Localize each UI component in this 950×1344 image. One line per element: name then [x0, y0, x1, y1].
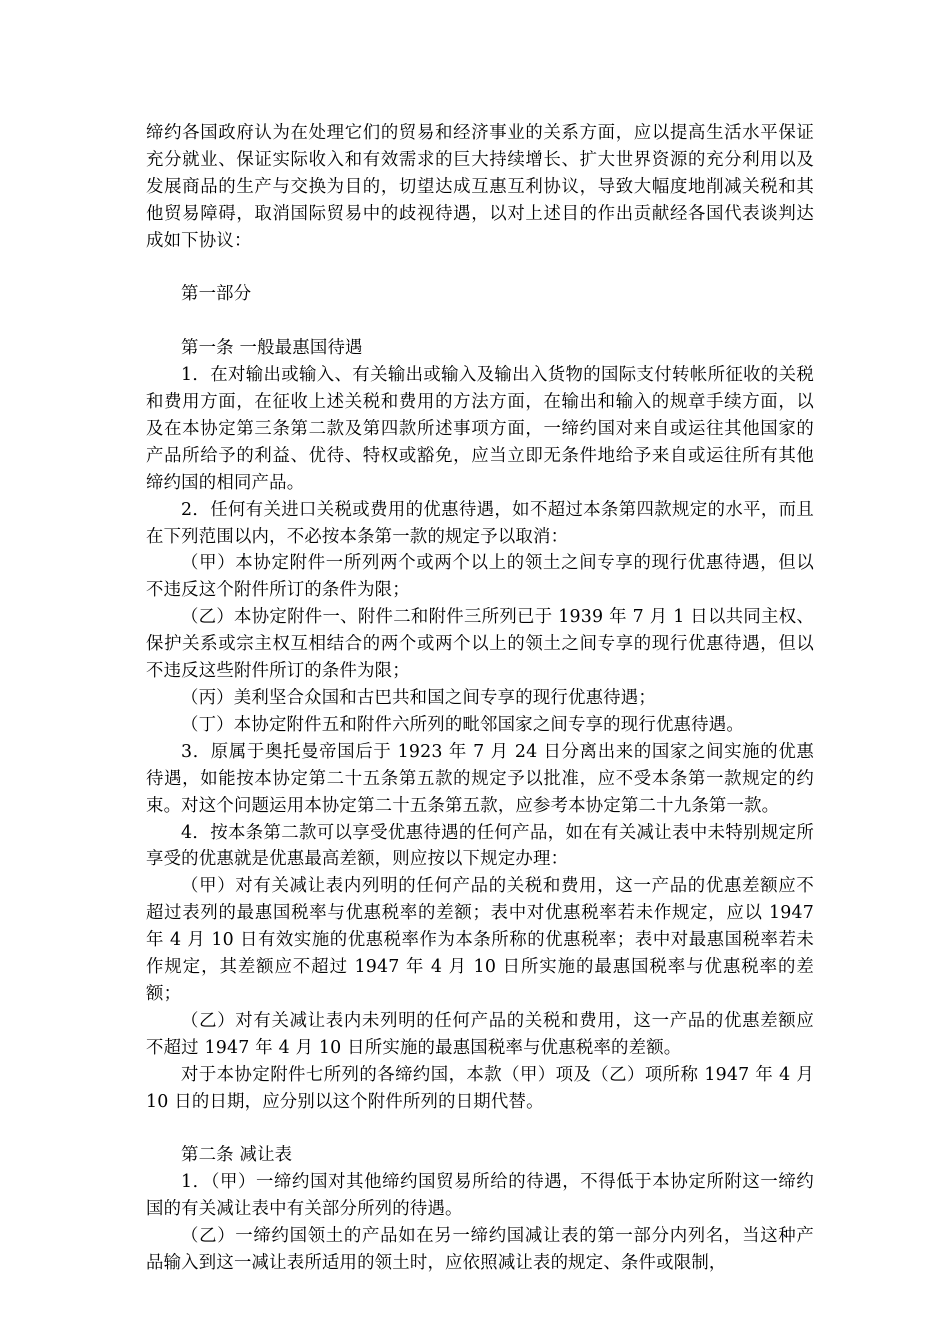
blank-line [146, 308, 814, 335]
article-1-item-jia: （甲）本协定附件一所列两个或两个以上的领土之间专享的现行优惠待遇，但以不违反这个附件所订的条件为限； [146, 553, 814, 601]
article-1-item-yi: （乙）本协定附件一、附件二和附件三所列已于 1939 年 7 月 1 日以共同主权、保护关系或宗主权互相结合的两个或两个以上的领土之间专享的现行优惠待遇，但以不违反这些附件所订的条件为限； [146, 607, 814, 682]
article-1-item-4-yi: （乙）对有关减让表内未列明的任何产品的关税和费用，这一产品的优惠差额应不超过 1947 年 4 月 10 日所实施的最惠国税率与优惠税率的差额。 [146, 1010, 814, 1058]
article-1-paragraph-4: 4．按本条第二款可以享受优惠待遇的任何产品，如在有关减让表中未特别规定所享受的优惠就是优惠最高差额，则应按以下规定办理： [146, 822, 814, 870]
article-1-item-4-jia: （甲）对有关减让表内列明的任何产品的关税和费用，这一产品的优惠差额应不超过表列的最惠国税率与优惠税率的差额；表中对优惠税率若未作规定，应以 1947 年 4 月 10 日有效实施的优惠税率作为本条所称的优惠税率；表中对最惠国税率若未作规定，其差额应不超过 1947 年 4 月 10 日所实施的最惠国税率与优惠税率的差额； [146, 876, 814, 1004]
article-2-title: 第二条 减让表 [181, 1145, 293, 1166]
article-2-paragraph-2: （乙）一缔约国领土的产品如在另一缔约国减让表的第一部分内列名，当这种产品输入到这一减让表所适用的领土时，应依照减让表的规定、条件或限制， [146, 1226, 814, 1274]
preamble-paragraph: 缔约各国政府认为在处理它们的贸易和经济事业的关系方面，应以提高生活水平保证充分就业、保证实际收入和有效需求的巨大持续增长、扩大世界资源的充分利用以及发展商品的生产与交换为目的，切望达成互惠互利协议，导致大幅度地削减关税和其他贸易障碍，取消国际贸易中的歧视待遇，以对上述目的作出贡献经各国代表谈判达成如下协议： [146, 123, 814, 251]
blank-line [146, 1116, 814, 1143]
article-1-item-ding: （丁）本协定附件五和附件六所列的毗邻国家之间专享的现行优惠待遇。 [181, 714, 744, 735]
blank-line [146, 255, 814, 282]
part-title: 第一部分 [181, 284, 252, 305]
article-1-paragraph-3: 3．原属于奥托曼帝国后于 1923 年 7 月 24 日分离出来的国家之间实施的优惠待遇，如能按本协定第二十五条第五款的规定予以批准，应不受本条第一款规定的约束。对这个问题运用本协定第二十五条第五款，应参考本协定第二十九条第一款。 [146, 741, 814, 816]
article-1-title: 第一条 一般最惠国待遇 [181, 338, 363, 359]
article-1-paragraph-2: 2．任何有关进口关税或费用的优惠待遇，如不超过本条第四款规定的水平，而且在下列范围以内，不必按本条第一款的规定予以取消： [146, 499, 814, 547]
article-1-item-bing: （丙）美利坚合众国和古巴共和国之间专享的现行优惠待遇； [181, 688, 656, 708]
article-1-paragraph-1: 1．在对输出或输入、有关输出或输入及输出入货物的国际支付转帐所征收的关税和费用方面，在征收上述关税和费用的方法方面，在输出和输入的规章手续方面，以及在本协定第三条第二款及第四款所述事项方面，一缔约国对来自或运往其他国家的产品所给予的利益、优待、特权或豁免，应当立即无条件地给予来自或运往所有其他缔约国的相同产品。 [146, 365, 814, 493]
article-2-paragraph-1: 1．（甲）一缔约国对其他缔约国贸易所给的待遇，不得低于本协定所附这一缔约国的有关减让表中有关部分所列的待遇。 [146, 1172, 814, 1220]
document-page [146, 120, 814, 1277]
article-1-paragraph-annex: 对于本协定附件七所列的各缔约国，本款（甲）项及（乙）项所称 1947 年 4 月 10 日的日期，应分别以这个附件所列的日期代替。 [146, 1064, 814, 1112]
